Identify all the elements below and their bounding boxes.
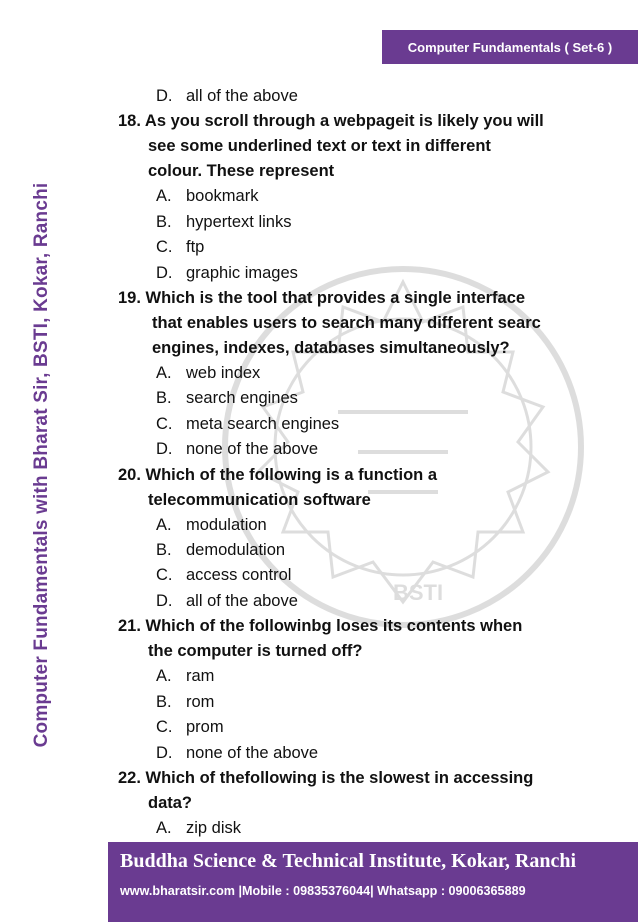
question-block	[118, 614, 618, 766]
answer-option	[118, 538, 618, 563]
answer-option	[118, 84, 618, 109]
answer-option	[118, 386, 618, 411]
option-letter: D.	[156, 440, 173, 459]
option-letter: C.	[156, 414, 173, 433]
question-block	[118, 463, 618, 615]
institute-name: Buddha Science & Technical Institute, Kokar, Ranchi	[120, 850, 577, 872]
answer-option	[118, 513, 618, 538]
option-text: demodulation	[186, 541, 286, 560]
option-text: ftp	[186, 238, 205, 257]
option-text: access control	[186, 566, 292, 585]
answer-option	[118, 210, 618, 235]
answer-option	[118, 184, 618, 209]
answer-option	[118, 715, 618, 740]
answer-option	[118, 412, 618, 437]
question-text-continued: see some underlined text or text in different	[148, 137, 491, 156]
option-text: all of the above	[186, 591, 298, 610]
answer-option	[118, 563, 618, 588]
option-letter: D.	[156, 591, 173, 610]
option-text: prom	[186, 718, 224, 737]
option-letter: A.	[156, 667, 172, 686]
option-text: web index	[186, 364, 261, 383]
answer-option	[118, 235, 618, 260]
question-text-continued: engines, indexes, databases simultaneously?	[152, 339, 510, 358]
option-text: none of the above	[186, 440, 319, 459]
option-letter: A.	[156, 364, 172, 383]
option-text: rom	[186, 692, 215, 711]
question-block	[118, 286, 618, 463]
question-text: 19. Which is the tool that provides a single interface	[118, 289, 526, 308]
option-letter: A.	[156, 818, 172, 837]
option-letter: D.	[156, 87, 173, 105]
answer-option	[118, 361, 618, 386]
answer-option	[118, 437, 618, 462]
question-block	[118, 766, 618, 841]
question-text-continued: that enables users to search many different searc	[152, 314, 541, 333]
sidebar	[0, 0, 86, 922]
option-letter: C.	[156, 718, 173, 737]
watermark-text: BSTI	[393, 580, 444, 605]
option-text: modulation	[186, 515, 267, 534]
question-block	[118, 84, 618, 109]
question-text: 21. Which of the followinbg loses its contents when	[118, 617, 523, 636]
answer-option	[118, 741, 618, 766]
option-letter: B.	[156, 692, 172, 711]
option-letter: C.	[156, 566, 173, 585]
answer-option	[118, 690, 618, 715]
option-text: ram	[186, 667, 215, 686]
option-text: zip disk	[186, 818, 242, 837]
set-badge: Computer Fundamentals ( Set-6 )	[382, 30, 638, 64]
question-text-continued: data?	[148, 793, 193, 812]
sidebar-title: Computer Fundamentals with Bharat Sir, BSTI, Kokar, Ranchi	[31, 182, 52, 748]
answer-option	[118, 589, 618, 614]
question-text-continued: the computer is turned off?	[148, 642, 363, 661]
option-text: search engines	[186, 389, 298, 408]
option-text: all of the above	[186, 87, 298, 105]
question-text-continued: colour. These represent	[148, 162, 335, 181]
question-list	[118, 84, 618, 841]
option-text: hypertext links	[186, 212, 292, 231]
option-text: graphic images	[186, 263, 298, 282]
option-letter: B.	[156, 541, 172, 560]
option-text: none of the above	[186, 743, 319, 762]
option-text: meta search engines	[186, 414, 340, 433]
footer	[108, 842, 638, 922]
option-letter: A.	[156, 187, 172, 206]
question-text: 22. Which of thefollowing is the slowest in accessing	[118, 768, 534, 787]
question-text: 18. As you scroll through a webpageit is likely you will	[118, 112, 544, 131]
option-letter: C.	[156, 238, 173, 257]
answer-option	[118, 664, 618, 689]
question-text: 20. Which of the following is a function a	[118, 465, 438, 484]
question-block	[118, 109, 618, 286]
option-text: bookmark	[186, 187, 259, 206]
option-letter: A.	[156, 515, 172, 534]
answer-option	[118, 816, 618, 841]
option-letter: B.	[156, 389, 172, 408]
answer-option	[118, 261, 618, 286]
option-letter: D.	[156, 263, 173, 282]
option-letter: B.	[156, 212, 172, 231]
question-text-continued: telecommunication software	[148, 490, 371, 509]
contact-line: www.bharatsir.com |Mobile : 09835376044| Whatsapp : 09006365889	[120, 884, 526, 898]
option-letter: D.	[156, 743, 173, 762]
